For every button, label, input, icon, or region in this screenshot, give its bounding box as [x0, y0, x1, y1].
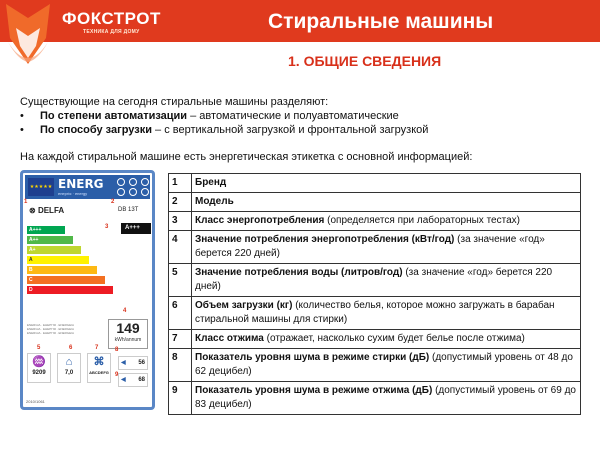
label-info-table — [168, 173, 581, 415]
table-row — [169, 382, 581, 415]
marker-number: 9 — [115, 372, 119, 378]
water-info — [27, 353, 51, 383]
bullet-dot: • — [20, 110, 24, 122]
consumption-box — [108, 319, 148, 349]
row-text — [192, 349, 581, 382]
row-bold-text: Класс энергопотребления — [195, 215, 325, 226]
bullet-bold: По способу загрузки — [40, 124, 152, 136]
class-bar: C — [27, 276, 105, 284]
row-number: 9 — [169, 382, 192, 415]
energy-note: На каждой стиральной машине есть энергетическая этикетка с основной информацией: — [20, 151, 473, 163]
row-bold-text: Значение потребления энергопотребления (кВт/год) — [195, 234, 455, 245]
table-row — [169, 193, 581, 212]
label-circle-icon — [117, 188, 125, 196]
faucet-icon: ♒ — [32, 356, 46, 368]
row-detail-text: (допустимый уровень от 69 до 83 децибел) — [195, 385, 576, 410]
bullet-rest: – с вертикальной загрузкой и фронтальной загрузкой — [151, 124, 429, 136]
class-bar: B — [27, 266, 97, 274]
marker-number: 8 — [115, 347, 119, 353]
bullet-rest: – автоматические и полуавтоматические — [187, 110, 399, 122]
class-badge: A+++ — [121, 223, 151, 234]
table-row — [169, 349, 581, 382]
table-row — [169, 212, 581, 231]
consumption-unit: kWh/annum — [114, 337, 142, 343]
row-number: 8 — [169, 349, 192, 382]
energ-title: ENERG — [58, 177, 104, 191]
capacity-info — [57, 353, 81, 383]
row-bold-text: Показатель уровня шума в режиме стирки (дБ) — [195, 352, 430, 363]
spin-info — [87, 353, 111, 383]
label-model: DB 13T — [118, 207, 139, 213]
intro-lead: Существующие на сегодня стиральные машины разделяют: — [20, 96, 329, 108]
row-detail-text: (отражает, насколько сухим будет белье после отжима) — [263, 333, 525, 344]
spin-classes: ABCDEFG — [89, 370, 109, 375]
brand-name: ФОКСТРОТ — [62, 9, 161, 28]
energ-subtitle: енергія · energy — [58, 191, 88, 196]
marker-number: 3 — [105, 224, 109, 230]
row-number: 5 — [169, 264, 192, 297]
label-circle-icon — [141, 188, 149, 196]
row-text — [192, 174, 581, 193]
row-bold-text: Бренд — [195, 177, 227, 188]
row-bold-text: Модель — [195, 196, 234, 207]
class-bar: A+++ — [27, 226, 65, 234]
table-row — [169, 297, 581, 330]
marker-number: 2 — [111, 199, 115, 205]
label-circle-icon — [117, 178, 125, 186]
noise-wash: ◀ 56 — [118, 356, 148, 370]
marker-number: 6 — [69, 345, 73, 351]
row-number: 7 — [169, 330, 192, 349]
row-number: 2 — [169, 193, 192, 212]
label-circle-icon — [141, 178, 149, 186]
label-circle-icon — [129, 188, 137, 196]
water-value: 9209 — [32, 370, 46, 376]
row-text — [192, 193, 581, 212]
row-text — [192, 212, 581, 231]
row-detail-text: (за значение «год» берется 220 дней) — [195, 267, 553, 292]
row-bold-text: Класс отжима — [195, 333, 264, 344]
intro-bullet — [20, 123, 428, 137]
row-number: 6 — [169, 297, 192, 330]
marker-number: 1 — [24, 199, 28, 205]
row-bold-text: Объем загрузки (кг) — [195, 300, 293, 311]
row-detail-text: (за значение «год» берется 220 дней) — [195, 234, 545, 259]
page-title: Стиральные машины — [268, 10, 494, 33]
marker-number: 7 — [95, 345, 99, 351]
label-circle-icon — [129, 178, 137, 186]
table-row — [169, 231, 581, 264]
bullet-bold: По степени автоматизации — [40, 110, 188, 122]
row-text — [192, 297, 581, 330]
table-row — [169, 174, 581, 193]
row-detail-text: (определяется при лабораторных тестах) — [324, 215, 520, 226]
capacity-value: 7,0 — [64, 370, 74, 376]
brand-area — [0, 0, 161, 42]
bullet-dot: • — [20, 124, 24, 136]
intro-bullet — [20, 109, 428, 123]
row-detail-text: (допустимый уровень от 48 до 62 децибел) — [195, 352, 573, 377]
row-number: 3 — [169, 212, 192, 231]
energy-label-header — [25, 175, 150, 199]
table-row — [169, 264, 581, 297]
section-title: 1. ОБЩИЕ СВЕДЕНИЯ — [288, 53, 442, 69]
brand-tagline: ТЕХНИКА ДЛЯ ДОМУ — [83, 29, 140, 35]
spin-icon: ⌘ — [93, 356, 105, 368]
fox-logo-icon — [2, 2, 54, 72]
class-bar: A++ — [27, 236, 73, 244]
class-bar: D — [27, 286, 113, 294]
marker-number: 5 — [37, 345, 41, 351]
row-bold-text: Значение потребления воды (литров/год) — [195, 267, 403, 278]
intro-text — [20, 95, 428, 137]
marker-number: 4 — [123, 308, 127, 314]
class-bar: A — [27, 256, 89, 264]
row-bold-text: Показатель уровня шума в режиме отжима (дБ) — [195, 385, 433, 396]
label-brand: ⊗ DELFA — [29, 206, 65, 215]
speaker-icon: ◀ — [121, 360, 126, 366]
row-text — [192, 264, 581, 297]
label-footer: 2010/1061 — [26, 399, 45, 404]
row-text — [192, 231, 581, 264]
row-detail-text: (количество белья, которое можно загружать в барабан стиральной машины для стирки) — [195, 300, 555, 325]
label-fine-print: ENERGIA · ЕНЕРГІЯ · ENERGEIA ENERGIA · ЕНЕРГІЯ · ENERGEIA ENERGIA · ЕНЕРГІЯ · ENERGEIA — [27, 323, 74, 335]
row-number: 1 — [169, 174, 192, 193]
noise-spin: ◀ 68 — [118, 373, 148, 387]
eu-flag-icon: ★★★★★ — [28, 178, 54, 196]
class-bar: A+ — [27, 246, 81, 254]
row-text — [192, 330, 581, 349]
consumption-value: 149 — [116, 320, 140, 336]
table-row — [169, 330, 581, 349]
laundry-icon: ⌂ — [65, 356, 73, 368]
row-text — [192, 382, 581, 415]
row-number: 4 — [169, 231, 192, 264]
energy-label-image — [20, 170, 155, 410]
speaker-icon: ◀ — [121, 377, 126, 383]
